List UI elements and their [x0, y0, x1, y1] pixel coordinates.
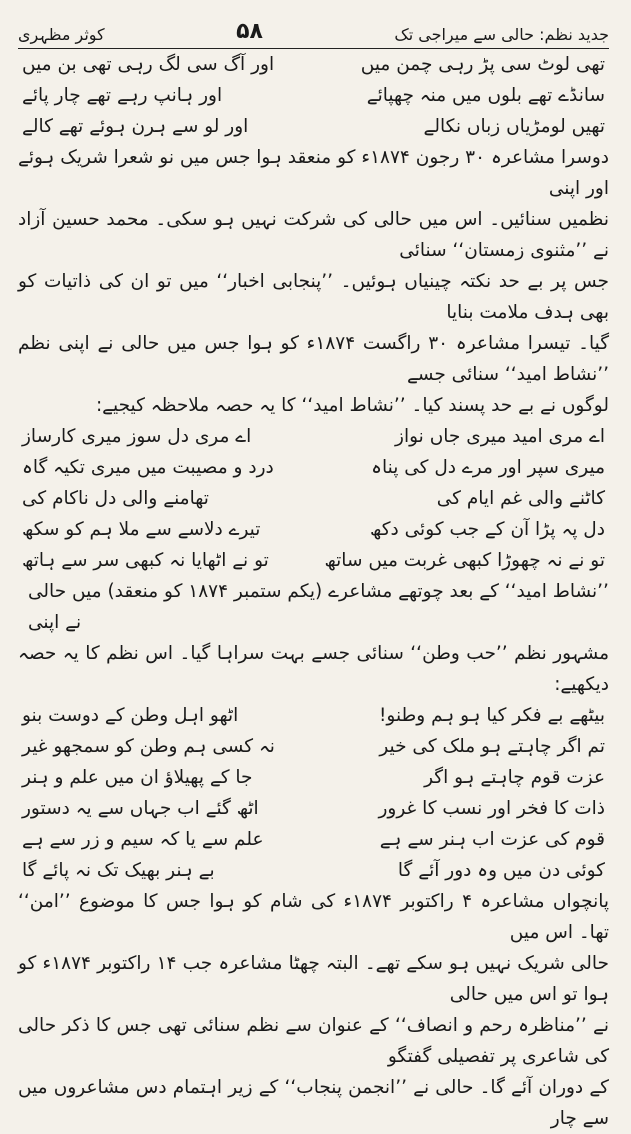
- poem-2: [18, 421, 609, 576]
- poem-1: [18, 49, 609, 142]
- paragraph-2: ’’نشاط امید‘‘ کے بعد چوتھے مشاعرے (یکم ستمبر ۱۸۷۴ کو منعقد) میں حالی نے اپنی مشہور نظم ’’حب وطن‘‘ سنائی جسے بہت سراہا گیا۔ اس نظم کا یہ حصہ دیکھیے:: [18, 581, 609, 695]
- couplet: قوم کی عزت اب ہنر سے ہے علم سے یا کہ سیم و زر سے ہے: [22, 829, 605, 850]
- couplet: تو نے نہ چھوڑا کبھی غربت میں ساتھ تو نے اٹھایا نہ کبھی سر سے ہاتھ: [22, 550, 605, 571]
- couplet: تھیں لومڑیاں زباں نکالے اور لو سے ہرن ہوئے تھے کالے: [22, 116, 605, 137]
- couplet: عزت قوم چاہتے ہو اگر جا کے پھیلاؤ ان میں علم و ہنر: [22, 767, 605, 788]
- paragraph-3: پانچواں مشاعرہ ۴ راکتوبر ۱۸۷۴ء کی شام کو ہوا جس کا موضوع ’’امن‘‘ تھا۔ اس میں حالی شریک نہیں ہو سکے تھے۔ البتہ چھٹا مشاعرہ جب ۱۴ راکتوبر ۱۸۷۴ء کو ہوا تو اس میں حالی نے ’’مناظرہ رحم و انصاف‘‘ کے عنوان سے نظم سنائی تھی جس کا ذکر حالی کی شاعری پر تفصیلی گفتگو کے دوران آئے گا۔ حالی نے ’’انجمن پنجاب‘‘ کے زیر اہتمام دس مشاعروں میں سے چار: [18, 891, 610, 1129]
- couplet: کاٹنے والی غم ایام کی تھامنے والی دل ناکام کی: [22, 488, 605, 509]
- couplet: تھی لوٹ سی پڑ رہی چمن میں اور آگ سی لگ رہی تھی بن میں: [22, 54, 605, 75]
- couplet: میری سپر اور مرے دل کی پناہ درد و مصیبت میں میری تکیہ گاہ: [22, 457, 605, 478]
- couplet: سانڈے تھے بلوں میں منہ چھپائے اور ہانپ رہے تھے چار پائے: [22, 85, 605, 106]
- couplet: بیٹھے بے فکر کیا ہو ہم وطنو! اٹھو اہل وطن کے دوست بنو: [22, 705, 605, 726]
- couplet: دل پہ پڑا آن کے جب کوئی دکھ تیرے دلاسے سے ملا ہم کو سکھ: [22, 519, 605, 540]
- author-name: کوثر مظہری: [18, 25, 105, 44]
- page-content: [18, 49, 609, 1134]
- page-number: ۵۸: [236, 19, 263, 44]
- running-title: جدید نظم: حالی سے میراجی تک: [394, 25, 609, 44]
- page-header: [18, 0, 609, 49]
- poem-3: [18, 700, 609, 886]
- paragraph-1: دوسرا مشاعرہ ۳۰ رجون ۱۸۷۴ء کو منعقد ہوا جس میں نو شعرا شریک ہوئے اور اپنی نظمیں سنائیں۔ اس میں حالی کی شرکت نہیں ہو سکی۔ محمد حسین آزاد نے ’’مثنوی زمستان‘‘ سنائی جس پر بے حد نکتہ چینیاں ہوئیں۔ ’’پنجابی اخبار‘‘ میں تو ان کی ذاتیات کو بھی ہدف ملامت بنایا گیا۔ تیسرا مشاعرہ ۳۰ راگست ۱۸۷۴ء کو ہوا جس میں حالی نے اپنی نظم ’’نشاط امید‘‘ سنائی جسے لوگوں نے بے حد پسند کیا۔ ’’نشاط امید‘‘ کا یہ حصہ ملاحظہ کیجیے:: [18, 147, 610, 416]
- couplet: اے مری امید میری جاں نواز اے مری دل سوز میری کارساز: [22, 426, 605, 447]
- couplet: کوئی دن میں وہ دور آئے گا بے ہنر بھیک تک نہ پائے گا: [22, 860, 605, 881]
- couplet: تم اگر چاہتے ہو ملک کی خیر نہ کسی ہم وطن کو سمجھو غیر: [22, 736, 605, 757]
- couplet: ذات کا فخر اور نسب کا غرور اٹھ گئے اب جہاں سے یہ دستور: [22, 798, 605, 819]
